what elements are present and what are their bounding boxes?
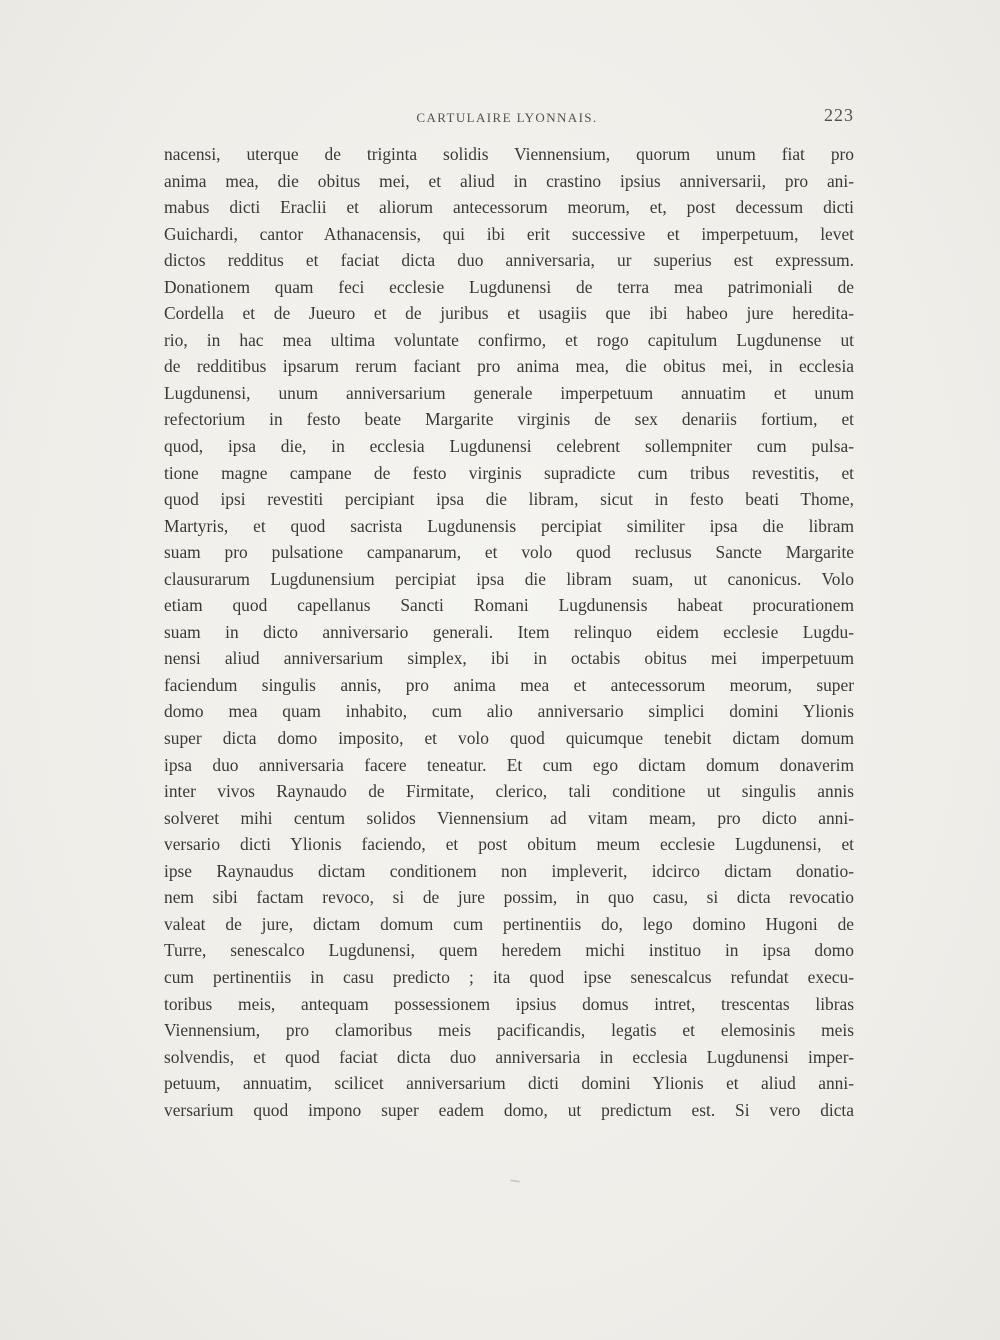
text-line: clausurarum Lugdunensium percipiat ipsa die libram suam, ut canonicus. Volo (164, 568, 854, 589)
text-line: Cordella et de Jueuro et de juribus et usagiis que ibi habeo jure heredita- (164, 303, 854, 324)
text-line: valeat de jure, dictam domum cum pertinentiis do, lego domino Hugoni de (164, 913, 854, 934)
running-head (164, 105, 854, 130)
text-line: petuum, annuatim, scilicet anniversarium dicti domini Ylionis et aliud anni- (164, 1073, 854, 1094)
page-number: 223 (824, 105, 854, 125)
text-line: solvendis, et quod faciat dicta duo anniversaria in ecclesia Lugdunensi imper- (164, 1046, 854, 1067)
text-line: Donationem quam feci ecclesie Lugdunensi de terra mea patrimoniali de (164, 276, 854, 297)
text-line: faciendum singulis annis, pro anima mea et antecessorum meorum, super (164, 674, 854, 695)
text-line: de redditibus ipsarum rerum faciant pro anima mea, die obitus mei, in ecclesia (164, 356, 854, 377)
text-line: tione magne campane de festo virginis supradicte cum tribus revestitis, et (164, 462, 854, 483)
text-line: suam in dicto anniversario generali. Item relinquo eidem ecclesie Lugdu- (164, 621, 854, 642)
text-line: refectorium in festo beate Margarite virginis de sex denariis fortium, et (164, 409, 854, 430)
text-line: ipse Raynaudus dictam conditionem non impleverit, idcirco dictam donatio- (164, 860, 854, 881)
text-line: nensi aliud anniversarium simplex, ibi in octabis obitus mei imperpetuum (164, 648, 854, 669)
running-title: CARTULAIRE LYONNAIS. (416, 110, 598, 125)
paper-speck (510, 1179, 520, 1182)
text-line: dictos redditus et faciat dicta duo anniversaria, ur superius est expressum. (164, 250, 854, 271)
text-line: Turre, senescalco Lugdunensi, quem heredem michi instituo in ipsa domo (164, 940, 854, 961)
text-line: ipsa duo anniversaria facere teneatur. Et cum ego dictam domum donaverim (164, 754, 854, 775)
text-line: nem sibi factam revoco, si de jure possim, in quo casu, si dicta revocatio (164, 887, 854, 908)
text-line: rio, in hac mea ultima voluntate confirmo, et rogo capitulum Lugdunense ut (164, 329, 854, 350)
text-line: toribus meis, antequam possessionem ipsius domus intret, trescentas libras (164, 993, 854, 1014)
text-line: versario dicti Ylionis faciendo, et post obitum meum ecclesie Lugdunensi, et (164, 834, 854, 855)
body-text (164, 141, 854, 1123)
text-line: Viennensium, pro clamoribus meis pacificandis, legatis et elemosinis meis (164, 1020, 854, 1041)
text-line: Lugdunensi, unum anniversarium generale imperpetuum annuatim et unum (164, 382, 854, 403)
text-line: versarium quod impono super eadem domo, ut predictum est. Si vero dicta (164, 1099, 854, 1120)
text-line: super dicta domo imposito, et volo quod quicumque tenebit dictam domum (164, 728, 854, 749)
text-line: cum pertinentiis in casu predicto ; ita quod ipse senescalcus refundat execu- (164, 966, 854, 987)
text-line: Guichardi, cantor Athanacensis, qui ibi erit successive et imperpetuum, levet (164, 223, 854, 244)
text-line: Martyris, et quod sacrista Lugdunensis percipiat similiter ipsa die libram (164, 515, 854, 536)
text-line: anima mea, die obitus mei, et aliud in crastino ipsius anniversarii, pro ani- (164, 170, 854, 191)
text-line: solveret mihi centum solidos Viennensium ad vitam meam, pro dicto anni- (164, 807, 854, 828)
text-line: nacensi, uterque de triginta solidis Viennensium, quorum unum fiat pro (164, 144, 854, 164)
text-line: quod, ipsa die, in ecclesia Lugdunensi celebrent sollempniter cum pulsa- (164, 436, 854, 457)
text-line: mabus dicti Eraclii et aliorum antecessorum meorum, et, post decessum dicti (164, 197, 854, 218)
text-line: suam pro pulsatione campanarum, et volo quod reclusus Sancte Margarite (164, 542, 854, 563)
text-line: quod ipsi revestiti percipiant ipsa die libram, sicut in festo beati Thome, (164, 489, 854, 510)
text-line: inter vivos Raynaudo de Firmitate, clerico, tali conditione ut singulis annis (164, 781, 854, 802)
text-line: domo mea quam inhabito, cum alio anniversario simplici domini Ylionis (164, 701, 854, 722)
text-line: etiam quod capellanus Sancti Romani Lugdunensis habeat procurationem (164, 595, 854, 616)
